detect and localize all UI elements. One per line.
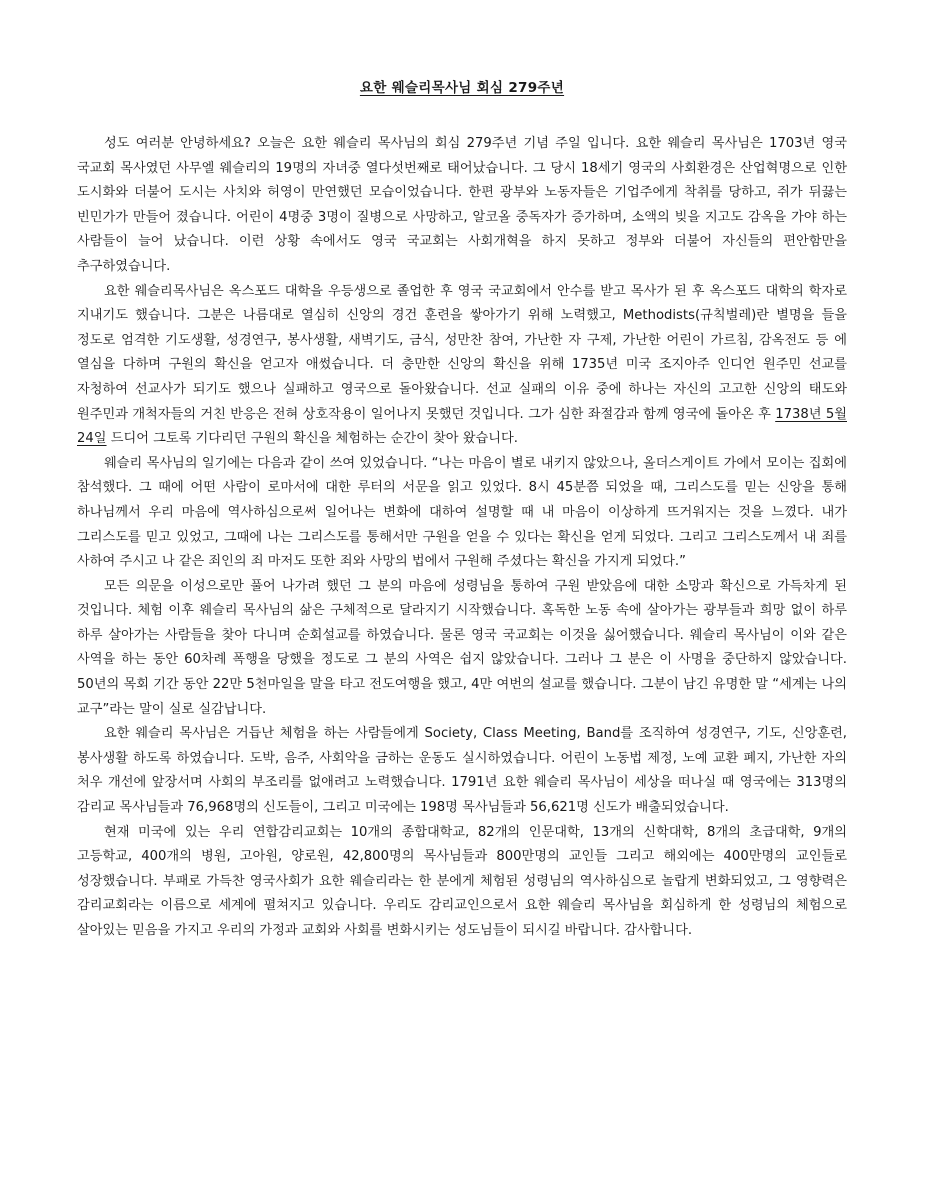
paragraph-3: 웨슬리 목사님의 일기에는 다음과 같이 쓰여 있었습니다. “나는 마음이 별로 내키지 않았으나, 올더스게이트 가에서 모이는 집회에 참석했다. 그 때에 어떤 사람이 로마서에 대한 루터의 서문을 읽고 있었다. 8시 45분쯤 되었을 때, 그리스도를 믿는 신앙을 통해 하나님께서 우리 마음에 역사하심으로써 일어나는 변화에 대하여 설명할 때 내 마음이 이상하게 뜨거워지는 것을 느꼈다. 내가 그리스도를 믿고 있었고, 그때에 나는 그리스도를 통해서만 구원을 얻을 수 있다는 확신을 얻게 되었다. 그리고 그리스도께서 내 죄를 사하여 주시고 나 같은 죄인의 죄 마저도 또한 죄와 사망의 법에서 구원해 주셨다는 확신을 가지게 되었다.” [77,455,847,570]
paragraph-5: 요한 웨슬리 목사님은 거듭난 체험을 하는 사람들에게 Society, Class Meeting, Band를 조직하여 성경연구, 기도, 신앙훈련, 봉사생활 하도록 하였습니다. 도박, 음주, 사회악을 금하는 운동도 실시하였습니다. 어린이 노동법 제정, 노예 교환 폐지, 가난한 자의 처우 개선에 앞장서며 사회의 부조리를 없애려고 노력했습니다. 1791년 요한 웨슬리 목사님이 세상을 떠나실 때 영국에는 313명의 감리교 목사님들과 76,968명의 신도들이, 그리고 미국에는 198명 목사님들과 56,621명 신도가 배출되었습니다. [77,726,847,816]
paragraph-4: 모든 의문을 이성으로만 풀어 나가려 했던 그 분의 마음에 성령님을 통하여 구원 받았음에 대한 소망과 확신으로 가득차게 된 것입니다. 체험 이후 웨슬리 목사님의 삶은 구체적으로 달라지기 시작했습니다. 혹독한 노동 속에 살아가는 광부들과 희망 없이 하루 하루 살아가는 사람들을 찾아 다니며 순회설교를 하였습니다. 물론 영국 국교회는 이것을 싫어했습니다. 웨슬리 목사님이 이와 같은 사역을 하는 동안 60차례 폭행을 당했을 정도로 그 분의 사역은 쉽지 않았습니다. 그러나 그 분은 이 사명을 중단하지 않았습니다. 50년의 목회 기간 동안 22만 5천마일을 말을 타고 전도여행을 했고, 4만 여번의 설교를 했습니다. 그분이 남긴 유명한 말 “세계는 나의 교구”라는 말이 실로 실감납니다. [77,578,847,717]
document-title [77,78,847,98]
document-page [77,78,847,944]
paragraph-2 [77,280,847,452]
paragraph-2-tail: 드디어 그토록 기다리던 구원의 확신을 체험하는 순간이 찾아 왔습니다. [106,431,518,447]
paragraph-1: 성도 여러분 안녕하세요? 오늘은 요한 웨슬리 목사님의 회심 279주년 기념 주일 입니다. 요한 웨슬리 목사님은 1703년 영국 국교회 목사였던 사무엘 웨슬리의 19명의 자녀중 열다섯번째로 태어났습니다. 그 당시 18세기 영국의 사회환경은 산업혁명으로 인한 도시화와 더불어 도시는 사치와 허영이 만연했던 모습이었습니다. 한편 광부와 노동자들은 기업주에게 착취를 당하고, 쥐가 뒤끓는 빈민가가 만들어 졌습니다. 어린이 4명중 3명이 질병으로 사망하고, 알코올 중독자가 증가하며, 소액의 빚을 지고도 감옥을 가야 하는 사람들이 늘어 났습니다. 이런 상황 속에서도 영국 국교회는 사회개혁을 하지 못하고 정부와 더불어 자신들의 편안함만을 추구하였습니다. [77,136,847,274]
title-text: 요한 웨슬리목사님 회심 279주년 [359,80,565,96]
paragraph-6: 현재 미국에 있는 우리 연합감리교회는 10개의 종합대학교, 82개의 인문대학, 13개의 신학대학, 8개의 초급대학, 9개의 고등학교, 400개의 병원, 고아원, 양로원, 42,800명의 목사님들과 800만명의 교인들 그리고 해외에는 400만명의 교인들로 성장했습니다. 부패로 가득찬 영국사회가 요한 웨슬리라는 한 분에게 체험된 성령님의 역사하심으로 놀랍게 변화되었고, 그 영향력은 감리교회라는 이름으로 세계에 펼쳐지고 있습니다. 우리도 감리교인으로서 요한 웨슬리 목사님을 회심하게 한 성령님의 체험으로 살아있는 믿음을 가지고 우리의 가정과 교회와 사회를 변화시키는 성도님들이 되시길 바랍니다. 감사합니다. [77,824,847,938]
aldersgate-date: 1738년 5월 24일 [77,406,847,447]
paragraph-2-text: 요한 웨슬리목사님은 옥스포드 대학을 우등생으로 졸업한 후 영국 국교회에서 안수를 받고 목사가 된 후 옥스포드 대학의 학자로 지내기도 했습니다. 그분은 나름대로 열심히 신앙의 경건 훈련을 쌓아가기 위해 노력했고, Methodists(규칙벌레)란 별명을 들을 정도로 엄격한 기도생활, 성경연구, 봉사생활, 새벽기도, 금식, 성만찬 참여, 가난한 자 구제, 가난한 어린이 가르침, 감옥전도 등 에 열심을 다하며 구원의 확신을 얻고자 애썼습니다. 더 충만한 신앙의 확신을 위해 1735년 미국 조지아주 인디언 원주민 선교를 자청하여 선교사가 되기도 했으나 실패하고 영국으로 돌아왔습니다. 선교 실패의 이유 중에 하나는 자신의 고고한 신앙의 태도와 원주민과 개척자들의 거친 반응은 전혀 상호작용이 일어나지 못했던 것입니다. 그가 심한 좌절감과 함께 영국에 돌아온 후 [77,283,847,422]
